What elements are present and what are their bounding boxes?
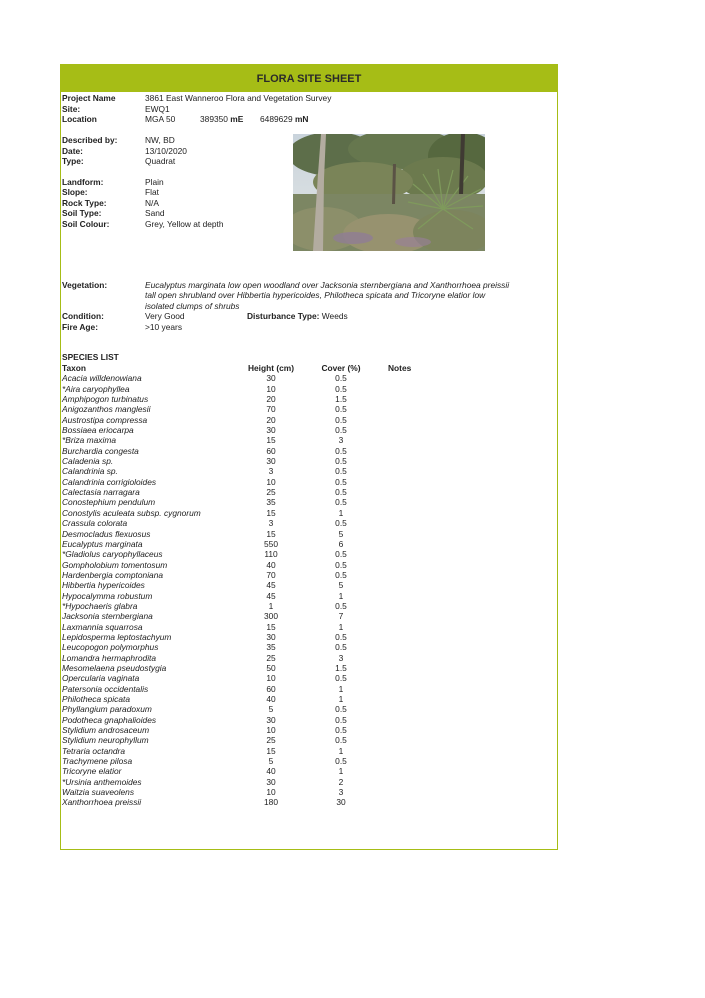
- vegetation-description: Eucalyptus marginata low open woodland over Jacksonia sternbergiana and Xanthorrhoea preissii tall open shrubland over Hibbertia hypericoides, Philotheca spicata and Tricoryne elatior low isolated clumps of shrubs: [145, 280, 510, 311]
- northing-unit: mN: [294, 114, 309, 124]
- species-cover: 0.5: [335, 425, 347, 436]
- species-height: 3: [268, 518, 274, 529]
- species-cover: 0.5: [335, 518, 347, 529]
- table-row: [62, 715, 442, 725]
- species-cover: 0.5: [335, 476, 347, 487]
- date-value: 13/10/2020: [145, 145, 187, 156]
- species-taxon: Stylidium androsaceum: [62, 725, 150, 736]
- species-taxon: *Briza maxima: [62, 435, 116, 446]
- location-label: Location: [62, 114, 97, 124]
- soil-type-label: Soil Type:: [62, 208, 102, 218]
- sheet-title-banner: [61, 65, 557, 92]
- soil-colour-label: Soil Colour:: [62, 218, 110, 229]
- flora-site-sheet: [60, 64, 558, 850]
- condition-label: Condition:: [62, 311, 104, 321]
- disturbance-field: [247, 311, 348, 321]
- site-photo: [293, 134, 485, 251]
- species-height: 40: [266, 694, 276, 704]
- species-cover: 3: [338, 435, 344, 446]
- species-cover: 0.5: [335, 383, 347, 394]
- species-height: 45: [266, 580, 276, 591]
- species-taxon: Gompholobium tomentosum: [62, 559, 168, 570]
- species-cover: 6: [338, 538, 344, 549]
- species-height: 50: [266, 662, 276, 673]
- species-height: 10: [266, 673, 276, 684]
- species-cover: 1: [338, 745, 344, 756]
- table-row: [62, 704, 442, 714]
- species-taxon: Calectasia narragara: [62, 487, 140, 498]
- table-row: [62, 446, 442, 456]
- species-height: 3: [268, 466, 274, 477]
- table-row: [62, 529, 442, 539]
- species-height: 45: [266, 590, 276, 601]
- slope-label: Slope:: [62, 187, 88, 197]
- table-row: [62, 435, 442, 445]
- species-taxon: Philotheca spicata: [62, 694, 130, 704]
- species-height: 15: [266, 528, 276, 539]
- species-cover: 0.5: [335, 497, 347, 508]
- location-easting: [200, 114, 243, 124]
- species-taxon: Mesomelaena pseudostygia: [62, 662, 167, 673]
- species-height: 70: [266, 569, 276, 580]
- species-taxon: Conostephium pendulum: [62, 497, 156, 508]
- table-row: [62, 456, 442, 466]
- species-height: 5: [268, 704, 274, 715]
- species-height: 30: [266, 714, 276, 725]
- species-taxon: Crassula colorata: [62, 518, 128, 529]
- species-height: 30: [266, 776, 276, 787]
- species-height: 15: [266, 621, 276, 632]
- rock-type-value: N/A: [145, 197, 159, 208]
- species-taxon: Hypocalymma robustum: [62, 590, 153, 601]
- species-cover: 1: [338, 683, 344, 694]
- table-row: [62, 497, 442, 507]
- species-height: 35: [266, 642, 276, 653]
- species-cover: 0.5: [335, 404, 347, 415]
- column-header-cover: Cover (%): [321, 363, 361, 373]
- species-taxon: Calandrinia sp.: [62, 466, 118, 477]
- species-cover: 0.5: [335, 456, 347, 467]
- species-height: 60: [266, 683, 276, 694]
- species-cover: 0.5: [335, 756, 347, 767]
- species-height: 180: [264, 797, 278, 808]
- species-cover: 0.5: [335, 414, 347, 425]
- described-by-value: NW, BD: [145, 135, 175, 145]
- species-taxon: *Ursinia anthemoides: [62, 776, 142, 787]
- table-row: [62, 394, 442, 404]
- slope-value: Flat: [145, 187, 159, 197]
- rock-type-label: Rock Type:: [62, 197, 107, 208]
- table-row: [62, 622, 442, 632]
- species-cover: 0.5: [335, 631, 347, 642]
- species-cover: 0.5: [335, 373, 347, 384]
- northing-value: 6489629: [260, 114, 293, 124]
- table-row: [62, 787, 442, 797]
- species-taxon: Hardenbergia comptoniana: [62, 569, 164, 580]
- landform-label: Landform:: [62, 176, 104, 187]
- species-cover: 5: [338, 528, 344, 539]
- table-row: [62, 684, 442, 694]
- species-height: 10: [266, 725, 276, 736]
- species-taxon: Caladenia sp.: [62, 456, 114, 467]
- species-taxon: Acacia willdenowiana: [62, 373, 142, 384]
- species-cover: 1.5: [335, 662, 347, 673]
- table-row: [62, 580, 442, 590]
- species-cover: 0.5: [335, 735, 347, 746]
- species-taxon: Lomandra hermaphrodita: [62, 652, 157, 663]
- table-row: [62, 673, 442, 683]
- easting-value: 389350: [200, 114, 228, 124]
- table-row: [62, 725, 442, 735]
- species-cover: 5: [338, 580, 344, 591]
- table-row: [62, 415, 442, 425]
- table-row: [62, 373, 442, 383]
- species-height: 20: [266, 394, 276, 405]
- species-height: 40: [266, 559, 276, 570]
- described-by-label: Described by:: [62, 135, 118, 145]
- table-row: [62, 746, 442, 756]
- table-row: [62, 694, 442, 704]
- species-taxon: Opercularia vaginata: [62, 673, 140, 684]
- table-row: [62, 766, 442, 776]
- species-height: 25: [266, 487, 276, 498]
- species-taxon: Trachymene pilosa: [62, 756, 133, 767]
- species-height: 10: [266, 476, 276, 487]
- species-taxon: Desmocladus flexuosus: [62, 528, 151, 539]
- table-row: [62, 735, 442, 745]
- species-cover: 3: [338, 652, 344, 663]
- project-name-label: Project Name: [62, 93, 116, 103]
- table-row: [62, 653, 442, 663]
- species-taxon: Xanthorrhoea preissii: [62, 797, 142, 808]
- table-row: [62, 642, 442, 652]
- species-taxon: *Hypochaeris glabra: [62, 600, 138, 611]
- soil-type-value: Sand: [145, 208, 165, 218]
- species-cover: 0.5: [335, 487, 347, 498]
- table-row: [62, 466, 442, 476]
- species-taxon: Eucalyptus marginata: [62, 538, 143, 549]
- species-cover: 0.5: [335, 549, 347, 560]
- fire-age-label: Fire Age:: [62, 321, 98, 332]
- table-row: [62, 570, 442, 580]
- easting-unit: mE: [230, 114, 244, 124]
- species-height: 30: [266, 456, 276, 467]
- species-height: 30: [266, 631, 276, 642]
- column-header-notes: Notes: [388, 363, 412, 373]
- table-row: [62, 487, 442, 497]
- species-height: 30: [266, 425, 276, 436]
- species-height: 10: [266, 787, 276, 798]
- table-row: [62, 591, 442, 601]
- location-northing: [260, 114, 308, 124]
- species-taxon: Laxmannia squarrosa: [62, 621, 143, 632]
- species-taxon: Bossiaea eriocarpa: [62, 425, 134, 436]
- sheet-title: FLORA SITE SHEET: [256, 72, 362, 85]
- column-header-taxon: Taxon: [62, 363, 87, 373]
- species-cover: 0.5: [335, 569, 347, 580]
- vegetation-label: Vegetation:: [62, 280, 108, 290]
- species-cover: 3: [338, 787, 344, 798]
- table-row: [62, 404, 442, 414]
- species-cover: 1: [338, 621, 344, 632]
- table-row: [62, 384, 442, 394]
- species-cover: 0.5: [335, 445, 347, 456]
- species-cover: 1: [338, 766, 344, 777]
- table-row: [62, 632, 442, 642]
- species-cover: 7: [338, 611, 344, 622]
- species-height: 5: [268, 756, 274, 767]
- species-height: 550: [264, 538, 278, 549]
- species-taxon: Austrostipa compressa: [62, 414, 148, 425]
- table-row: [62, 611, 442, 621]
- type-value: Quadrat: [145, 156, 176, 166]
- species-cover: 0.5: [335, 642, 347, 653]
- condition-value: Very Good: [145, 311, 185, 321]
- species-rows: [62, 373, 442, 807]
- table-row: [62, 425, 442, 435]
- table-row: [62, 797, 442, 807]
- species-height: 25: [266, 652, 276, 663]
- species-height: 35: [266, 497, 276, 508]
- species-height: 1: [268, 600, 274, 611]
- species-cover: 0.5: [335, 673, 347, 684]
- species-height: 110: [264, 549, 278, 560]
- species-height: 70: [266, 404, 276, 415]
- date-label: Date:: [62, 145, 83, 156]
- table-row: [62, 663, 442, 673]
- table-row: [62, 477, 442, 487]
- soil-colour-value: Grey, Yellow at depth: [145, 218, 224, 229]
- species-taxon: Calandrinia corrigioloides: [62, 476, 157, 487]
- species-height: 10: [266, 383, 276, 394]
- location-datum: MGA 50: [145, 114, 176, 124]
- species-height: 15: [266, 435, 276, 446]
- species-cover: 1.5: [335, 394, 347, 405]
- species-taxon: Stylidium neurophyllum: [62, 735, 149, 746]
- fire-age-value: >10 years: [145, 321, 183, 332]
- table-row: [62, 518, 442, 528]
- species-cover: 1: [338, 694, 344, 704]
- species-height: 40: [266, 766, 276, 777]
- species-taxon: Patersonia occidentalis: [62, 683, 149, 694]
- species-taxon: *Aira caryophyllea: [62, 383, 130, 394]
- disturbance-label: Disturbance Type:: [247, 311, 320, 321]
- species-cover: 2: [338, 776, 344, 787]
- table-row: [62, 756, 442, 766]
- column-header-height: Height (cm): [247, 363, 295, 373]
- species-height: 15: [266, 745, 276, 756]
- species-cover: 0.5: [335, 714, 347, 725]
- species-cover: 0.5: [335, 600, 347, 611]
- species-taxon: Phyllangium paradoxum: [62, 704, 152, 715]
- table-row: [62, 549, 442, 559]
- species-cover: 0.5: [335, 466, 347, 477]
- landform-value: Plain: [145, 176, 164, 187]
- species-height: 60: [266, 445, 276, 456]
- table-row: [62, 560, 442, 570]
- species-taxon: Waitzia suaveolens: [62, 787, 135, 798]
- species-cover: 0.5: [335, 559, 347, 570]
- species-height: 25: [266, 735, 276, 746]
- table-row: [62, 539, 442, 549]
- species-taxon: Hibbertia hypericoides: [62, 580, 145, 591]
- species-height: 300: [264, 611, 278, 622]
- disturbance-value: Weeds: [321, 311, 348, 321]
- species-height: 20: [266, 414, 276, 425]
- species-taxon: Tricoryne elatior: [62, 766, 122, 777]
- type-label: Type:: [62, 156, 84, 166]
- species-table: [62, 363, 442, 808]
- species-height: 15: [266, 507, 276, 518]
- table-row: [62, 777, 442, 787]
- table-row: [62, 601, 442, 611]
- species-taxon: Tetraria octandra: [62, 745, 126, 756]
- species-taxon: Lepidosperma leptostachyum: [62, 631, 172, 642]
- species-taxon: *Gladiolus caryophyllaceus: [62, 549, 163, 560]
- species-taxon: Jacksonia sternbergiana: [62, 611, 153, 622]
- table-row: [62, 508, 442, 518]
- species-cover: 1: [338, 507, 344, 518]
- species-taxon: Podotheca gnaphalioides: [62, 714, 157, 725]
- species-table-header: [62, 363, 442, 373]
- species-taxon: Amphipogon turbinatus: [62, 394, 149, 405]
- project-name-value: 3861 East Wanneroo Flora and Vegetation Survey: [145, 93, 332, 103]
- species-taxon: Leucopogon polymorphus: [62, 642, 159, 653]
- species-cover: 1: [338, 590, 344, 601]
- site-value: EWQ1: [145, 103, 170, 114]
- species-list-heading: SPECIES LIST: [62, 352, 119, 362]
- species-height: 30: [266, 373, 276, 384]
- species-cover: 30: [336, 797, 346, 808]
- species-taxon: Conostylis aculeata subsp. cygnorum: [62, 507, 201, 518]
- species-taxon: Burchardia congesta: [62, 445, 139, 456]
- site-label: Site:: [62, 103, 81, 114]
- species-taxon: Anigozanthos manglesii: [62, 404, 151, 415]
- species-cover: 0.5: [335, 704, 347, 715]
- species-cover: 0.5: [335, 725, 347, 736]
